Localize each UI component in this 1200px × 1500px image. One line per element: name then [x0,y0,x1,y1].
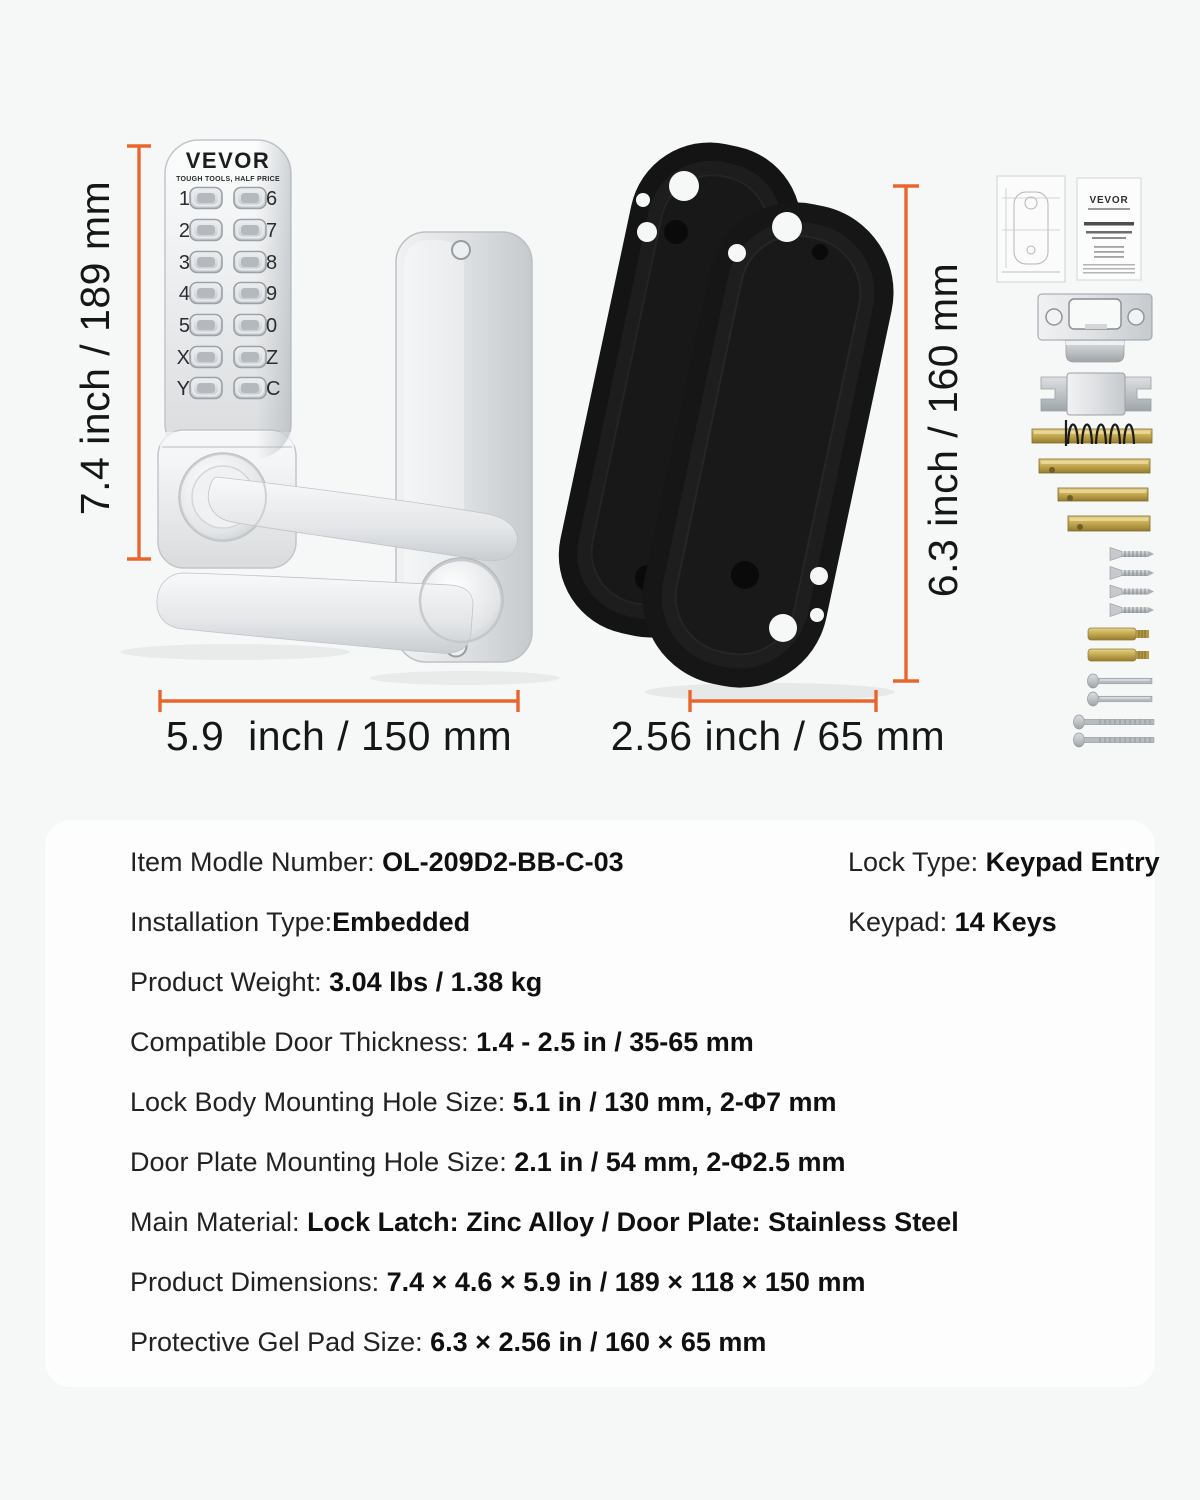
svg-text:0: 0 [266,315,278,337]
screw-hole [452,241,470,259]
lock-width-dimension-line [160,690,518,712]
spec-product-weight: Product Weight: 3.04 lbs / 1.38 kg [130,967,543,997]
svg-text:6: 6 [266,188,278,210]
spec-door-thickness: Compatible Door Thickness: 1.4 - 2.5 in / 35-65 mm [130,1027,754,1057]
brass-standoff-posts [1088,628,1149,661]
spec-keypad: Keypad: 14 Keys [848,907,1057,937]
user-manual-paper [1077,178,1141,280]
spec-panel [45,820,1160,1387]
svg-text:X: X [176,347,190,369]
machine-screws [1088,674,1153,706]
spindle-rod [1068,516,1150,531]
spindle-rod [1058,488,1148,501]
accessory-parts [997,176,1154,747]
spec-gel-pad-size: Protective Gel Pad Size: 6.3 × 2.56 in / 160 × 65 mm [130,1327,767,1357]
gel-pad-height-dimension-line [893,186,919,681]
svg-text:C: C [266,378,281,400]
svg-text:Y: Y [176,378,190,400]
spec-door-plate-hole-size: Door Plate Mounting Hole Size: 2.1 in / 54 mm, 2-Φ2.5 mm [130,1147,846,1177]
installation-template-paper [997,176,1065,282]
spindle-rod [1039,459,1150,473]
lock-brand-logo: VEVOR [185,148,271,173]
lock-width-label: 5.9 inch / 150 mm [165,713,513,759]
long-mounting-screws [1074,715,1155,747]
gel-pad-width-label: 2.56 inch / 65 mm [610,713,946,759]
spec-lock-body-hole-size: Lock Body Mounting Hole Size: 5.1 in / 130 mm, 2-Φ7 mm [130,1087,837,1117]
svg-text:8: 8 [266,252,278,274]
spec-main-material: Main Material: Lock Latch: Zinc Alloy / Door Plate: Stainless Steel [130,1207,959,1237]
spec-lock-type: Lock Type: Keypad Entry [848,847,1160,877]
svg-text:2: 2 [178,220,190,242]
svg-text:1: 1 [178,188,190,210]
lock-height-dimension-line [127,146,151,559]
lock-brand-tagline: TOUGH TOOLS, HALF PRICE [176,176,280,183]
latch-bracket [1041,373,1151,415]
lock-height-label: 7.4 inch / 189 mm [72,180,118,516]
strike-plate [1038,294,1152,362]
self-tapping-screws [1110,548,1154,617]
spec-product-dimensions: Product Dimensions: 7.4 × 4.6 × 5.9 in / 189 × 118 × 150 mm [130,1267,866,1297]
svg-text:5: 5 [178,315,190,337]
manual-brand-logo: VEVOR [1089,195,1129,206]
svg-text:9: 9 [266,283,278,305]
svg-text:3: 3 [178,252,190,274]
gel-pad-height-label: 6.3 inch / 160 mm [920,262,966,598]
inside-lever [157,573,473,653]
spec-installation-type: Installation Type:Embedded [130,907,471,937]
spec-item-model-number: Item Modle Number: OL-209D2-BB-C-03 [130,847,624,877]
spring-spindle-rod [1032,420,1152,446]
svg-text:Z: Z [266,347,279,369]
svg-text:4: 4 [178,283,190,305]
svg-text:7: 7 [266,220,278,242]
